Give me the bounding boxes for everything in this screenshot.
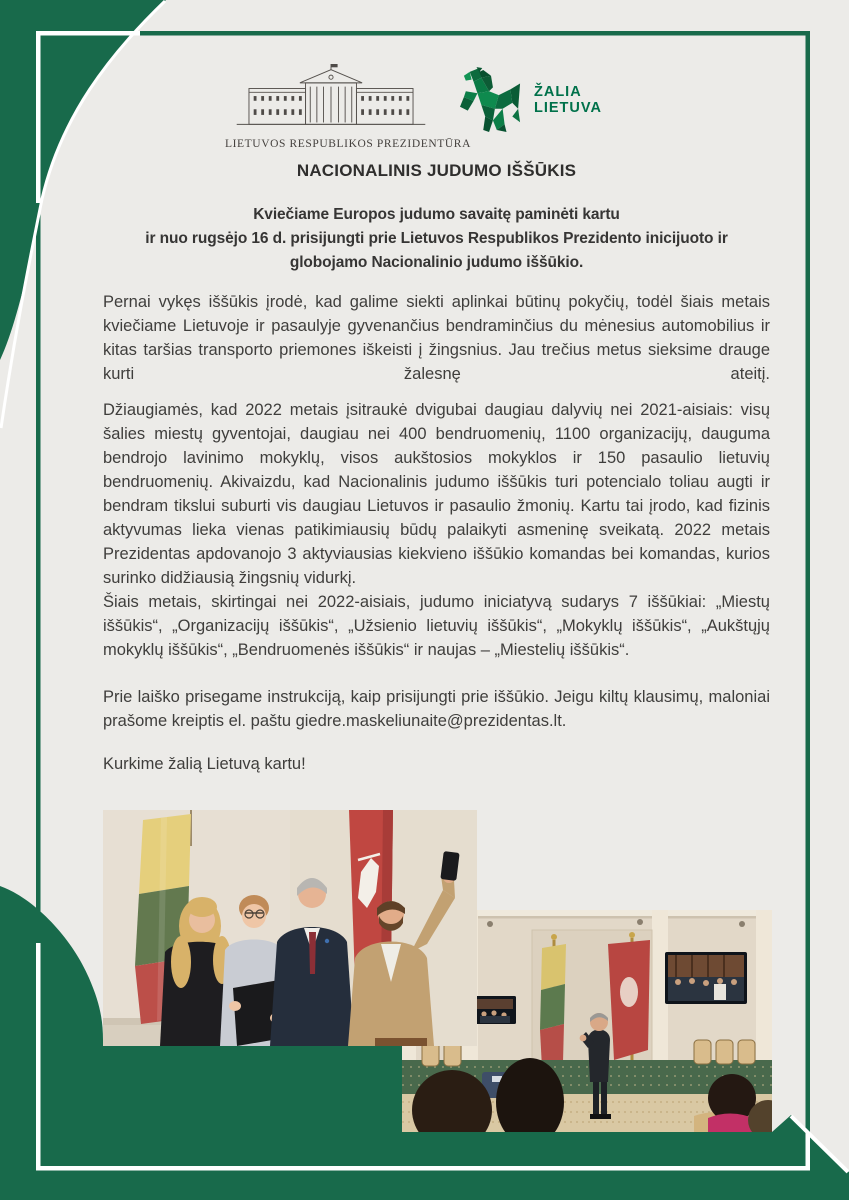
subtitle-line: Kviečiame Europos judumo savaitę paminėti kartu <box>253 206 620 223</box>
photo-selfie-with-president <box>103 810 477 1046</box>
subtitle-line: globojamo Nacionalinio judumo iššūkio. <box>289 254 584 271</box>
presidency-logo-caption: LIETUVOS RESPUBLIKOS PREZIDENTŪRA <box>225 138 471 150</box>
paragraph-contact: Prie laiško prisegame instrukciją, kaip prisijungti prie iššūkio. Jeigu kiltų klausimų, maloniai prašome kreiptis el. paštu giedre.maskeliunaite@prezidentas.lt. <box>103 688 770 730</box>
lietuva-word: LIETUVA <box>534 100 602 116</box>
page-title: NACIONALINIS JUDUMO IŠŠŪKIS <box>296 161 577 180</box>
zalia-word: ŽALIA <box>534 84 582 100</box>
green-vytis-horse-icon <box>460 66 522 134</box>
subtitle-line: ir nuo rugsėjo 16 d. prisijungti prie Lietuvos Respublikos Prezidento inicijuoto ir <box>145 230 728 247</box>
presidency-logo <box>225 64 471 150</box>
tv-screen-left <box>474 996 516 1024</box>
tv-screen-right <box>665 952 747 1004</box>
paragraph-intro: Pernai vykęs iššūkis įrodė, kad galime siekti aplinkai būtinų pokyčių, todėl šiais metais kviečiame Lietuvoje ir pasaulyje gyvenančius bendraminčius du mėnesius automobilius ir kitas taršias transporto priemones iškeisti į žingsnius. Jau trečius metus sieksime drauge kurti žalesnę ateitį. <box>103 293 770 383</box>
zalia-lietuva-wordmark <box>534 84 602 116</box>
zalia-lietuva-logo <box>460 66 670 134</box>
page-subtitle <box>91 203 782 275</box>
paragraph-2022-results: Džiaugiamės, kad 2022 metais įsitraukė dvigubai daugiau dalyvių nei 2021-aisiais: visų šalies miestų gyventojai, daugiau nei 400 bendruomenių, 1100 organizacijų, dauguma bendrojo lavinimo mokyklų, visos aukštosios mokyklos ir 150 pasaulio lietuvių bendruomenių. Akivaizdu, kad Nacionalinis judumo iššūkis turi potencialo toliau augti ir bendram tikslui suburti vis daugiau Lietuvos ir pasaulio žmonių. Kartu tai įrodo, kad fizinis aktyvumas lieka vienas patikimiausių būdų palaikyti asmeninę sveikatą. 2022 metais Prezidentas apdovanojo 3 aktyviausias kiekvieno iššūkio komandas bei komandas, kurios surinko didžiausią žingsnių vidurkį. <box>103 401 770 587</box>
paragraph-seven-challenges: Šiais metais, skirtingai nei 2022-aisiais, judumo iniciatyvą sudarys 7 iššūkiai: „Miestų iššūkis“, „Organizacijų iššūkis“, „Užsienio lietuvių iššūkis“, „Mokyklų iššūkis“, „Aukštųjų mokyklų iššūkis“, „Bendruomenės iššūkis“ ir naujas – „Miestelių iššūkis“. <box>103 593 770 659</box>
closing-slogan: Kurkime žalią Lietuvą kartu! <box>103 755 306 773</box>
presidential-palace-icon <box>225 64 437 130</box>
